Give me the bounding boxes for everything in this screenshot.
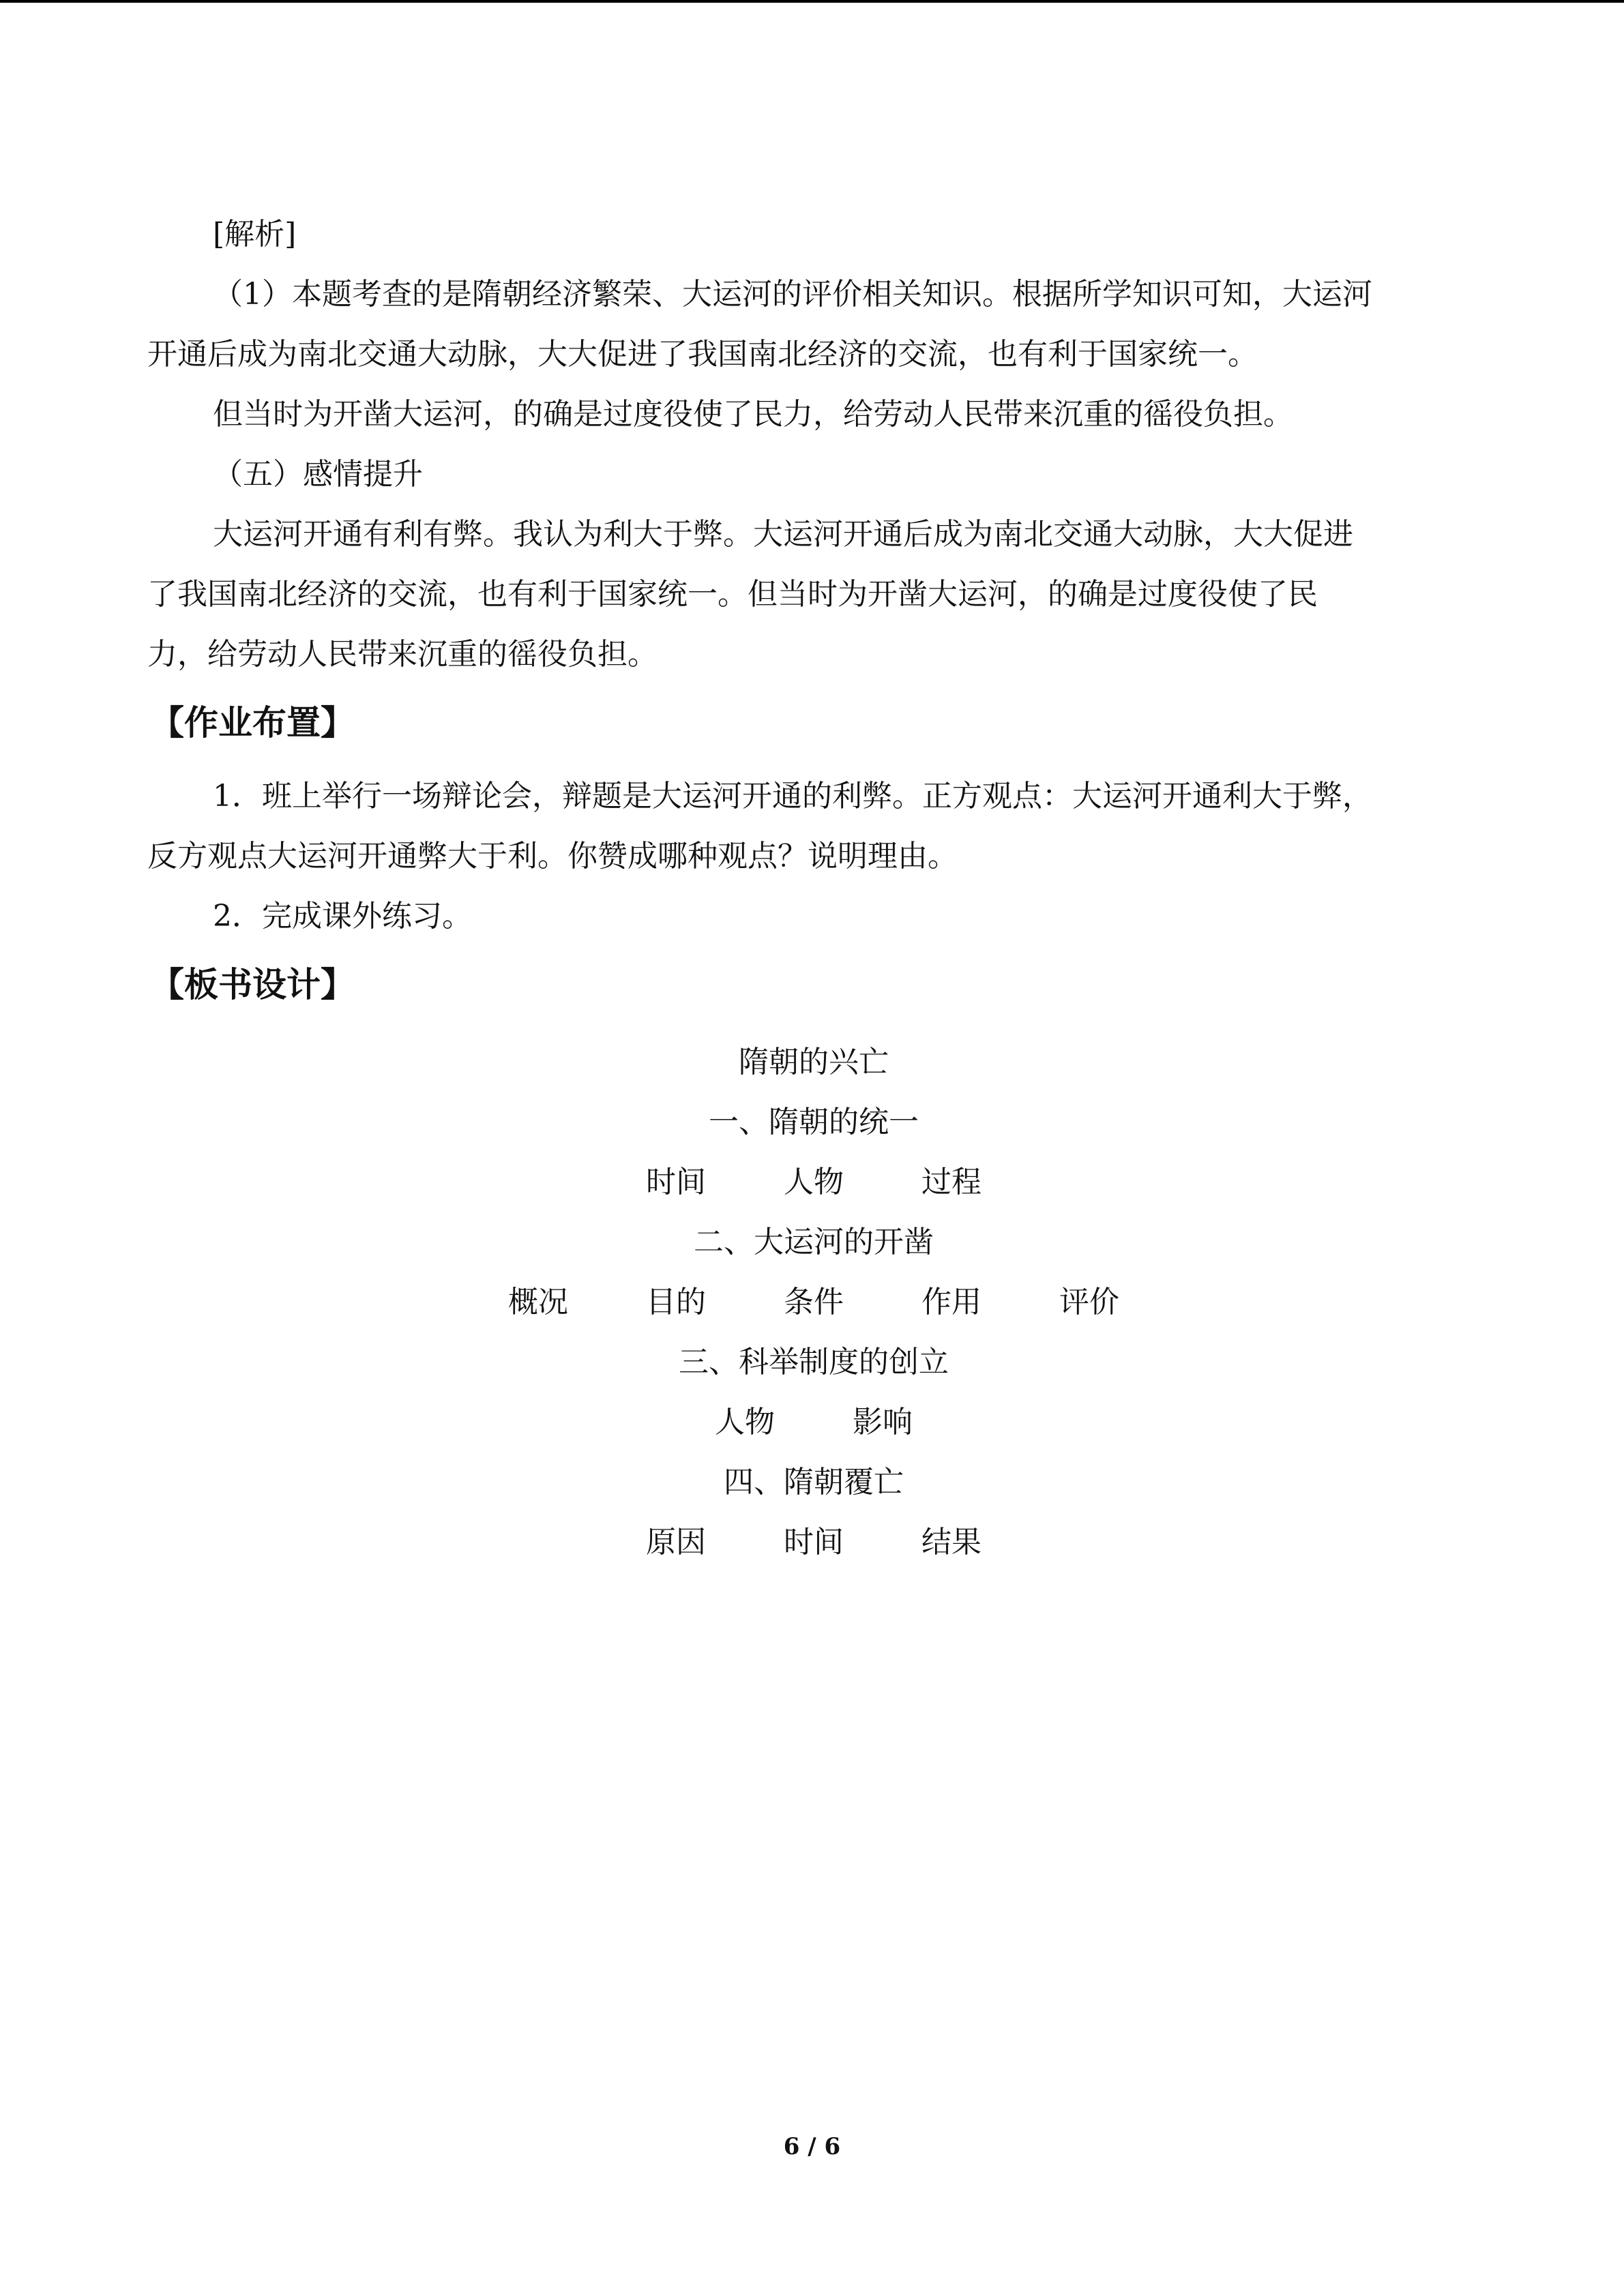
board-item: 影响 (853, 1405, 913, 1440)
board-section-title: 四、隋朝覆亡 (724, 1465, 904, 1500)
section-title-emotion: （五）感情提升 (213, 457, 423, 492)
board-design (147, 1032, 1480, 1572)
board-item: 原因 (646, 1525, 706, 1560)
board-item: 条件 (784, 1285, 844, 1320)
board-design-heading: 【板书设计】 (150, 965, 355, 1004)
board-section-items (147, 1512, 1480, 1572)
emotion-paragraph-line-1: 大运河开通有利有弊。我认为利大于弊。大运河开通后成为南北交通大动脉，大大促进 (213, 517, 1353, 552)
analysis-paragraph-2: 但当时为开凿大运河，的确是过度役使了民力，给劳动人民带来沉重的徭役负担。 (213, 397, 1293, 432)
analysis-paragraph-1-line-1: （1）本题考查的是隋朝经济繁荣、大运河的评价相关知识。根据所学知识可知，大运河 (213, 277, 1372, 312)
board-item: 过程 (921, 1165, 981, 1199)
board-item: 时间 (646, 1165, 706, 1199)
top-border-line (0, 0, 1624, 3)
homework-item-1-line-1: 1．班上举行一场辩论会，辩题是大运河开通的利弊。正方观点：大运河开通利大于弊， (213, 779, 1372, 814)
board-section-items (147, 1392, 1480, 1452)
board-section-items (147, 1152, 1480, 1212)
board-section-title: 三、科举制度的创立 (679, 1345, 949, 1380)
page-number: 6 / 6 (783, 2133, 841, 2160)
board-section-items (147, 1272, 1480, 1332)
homework-heading: 【作业布置】 (150, 703, 355, 743)
homework-item-1-line-2: 反方观点大运河开通弊大于利。你赞成哪种观点？说明理由。 (147, 839, 958, 874)
board-section-title: 一、隋朝的统一 (709, 1105, 919, 1139)
document-page (147, 205, 1480, 1572)
emotion-paragraph-line-2: 了我国南北经济的交流，也有利于国家统一。但当时为开凿大运河，的确是过度役使了民 (147, 577, 1318, 612)
board-item: 结果 (921, 1525, 981, 1560)
board-section-title: 二、大运河的开凿 (694, 1225, 934, 1259)
board-item: 人物 (715, 1405, 775, 1440)
board-item: 时间 (784, 1525, 844, 1560)
board-item: 作用 (921, 1285, 981, 1320)
board-item: 目的 (646, 1285, 706, 1320)
board-item: 评价 (1059, 1285, 1119, 1320)
board-item: 人物 (784, 1165, 844, 1199)
homework-item-2: 2．完成课外练习。 (213, 899, 472, 934)
analysis-label: [解析] (213, 217, 297, 252)
board-title: 隋朝的兴亡 (739, 1045, 889, 1079)
board-item: 概况 (508, 1285, 568, 1320)
emotion-paragraph-line-3: 力，给劳动人民带来沉重的徭役负担。 (147, 637, 658, 672)
analysis-paragraph-1-line-2: 开通后成为南北交通大动脉，大大促进了我国南北经济的交流，也有利于国家统一。 (147, 337, 1258, 372)
